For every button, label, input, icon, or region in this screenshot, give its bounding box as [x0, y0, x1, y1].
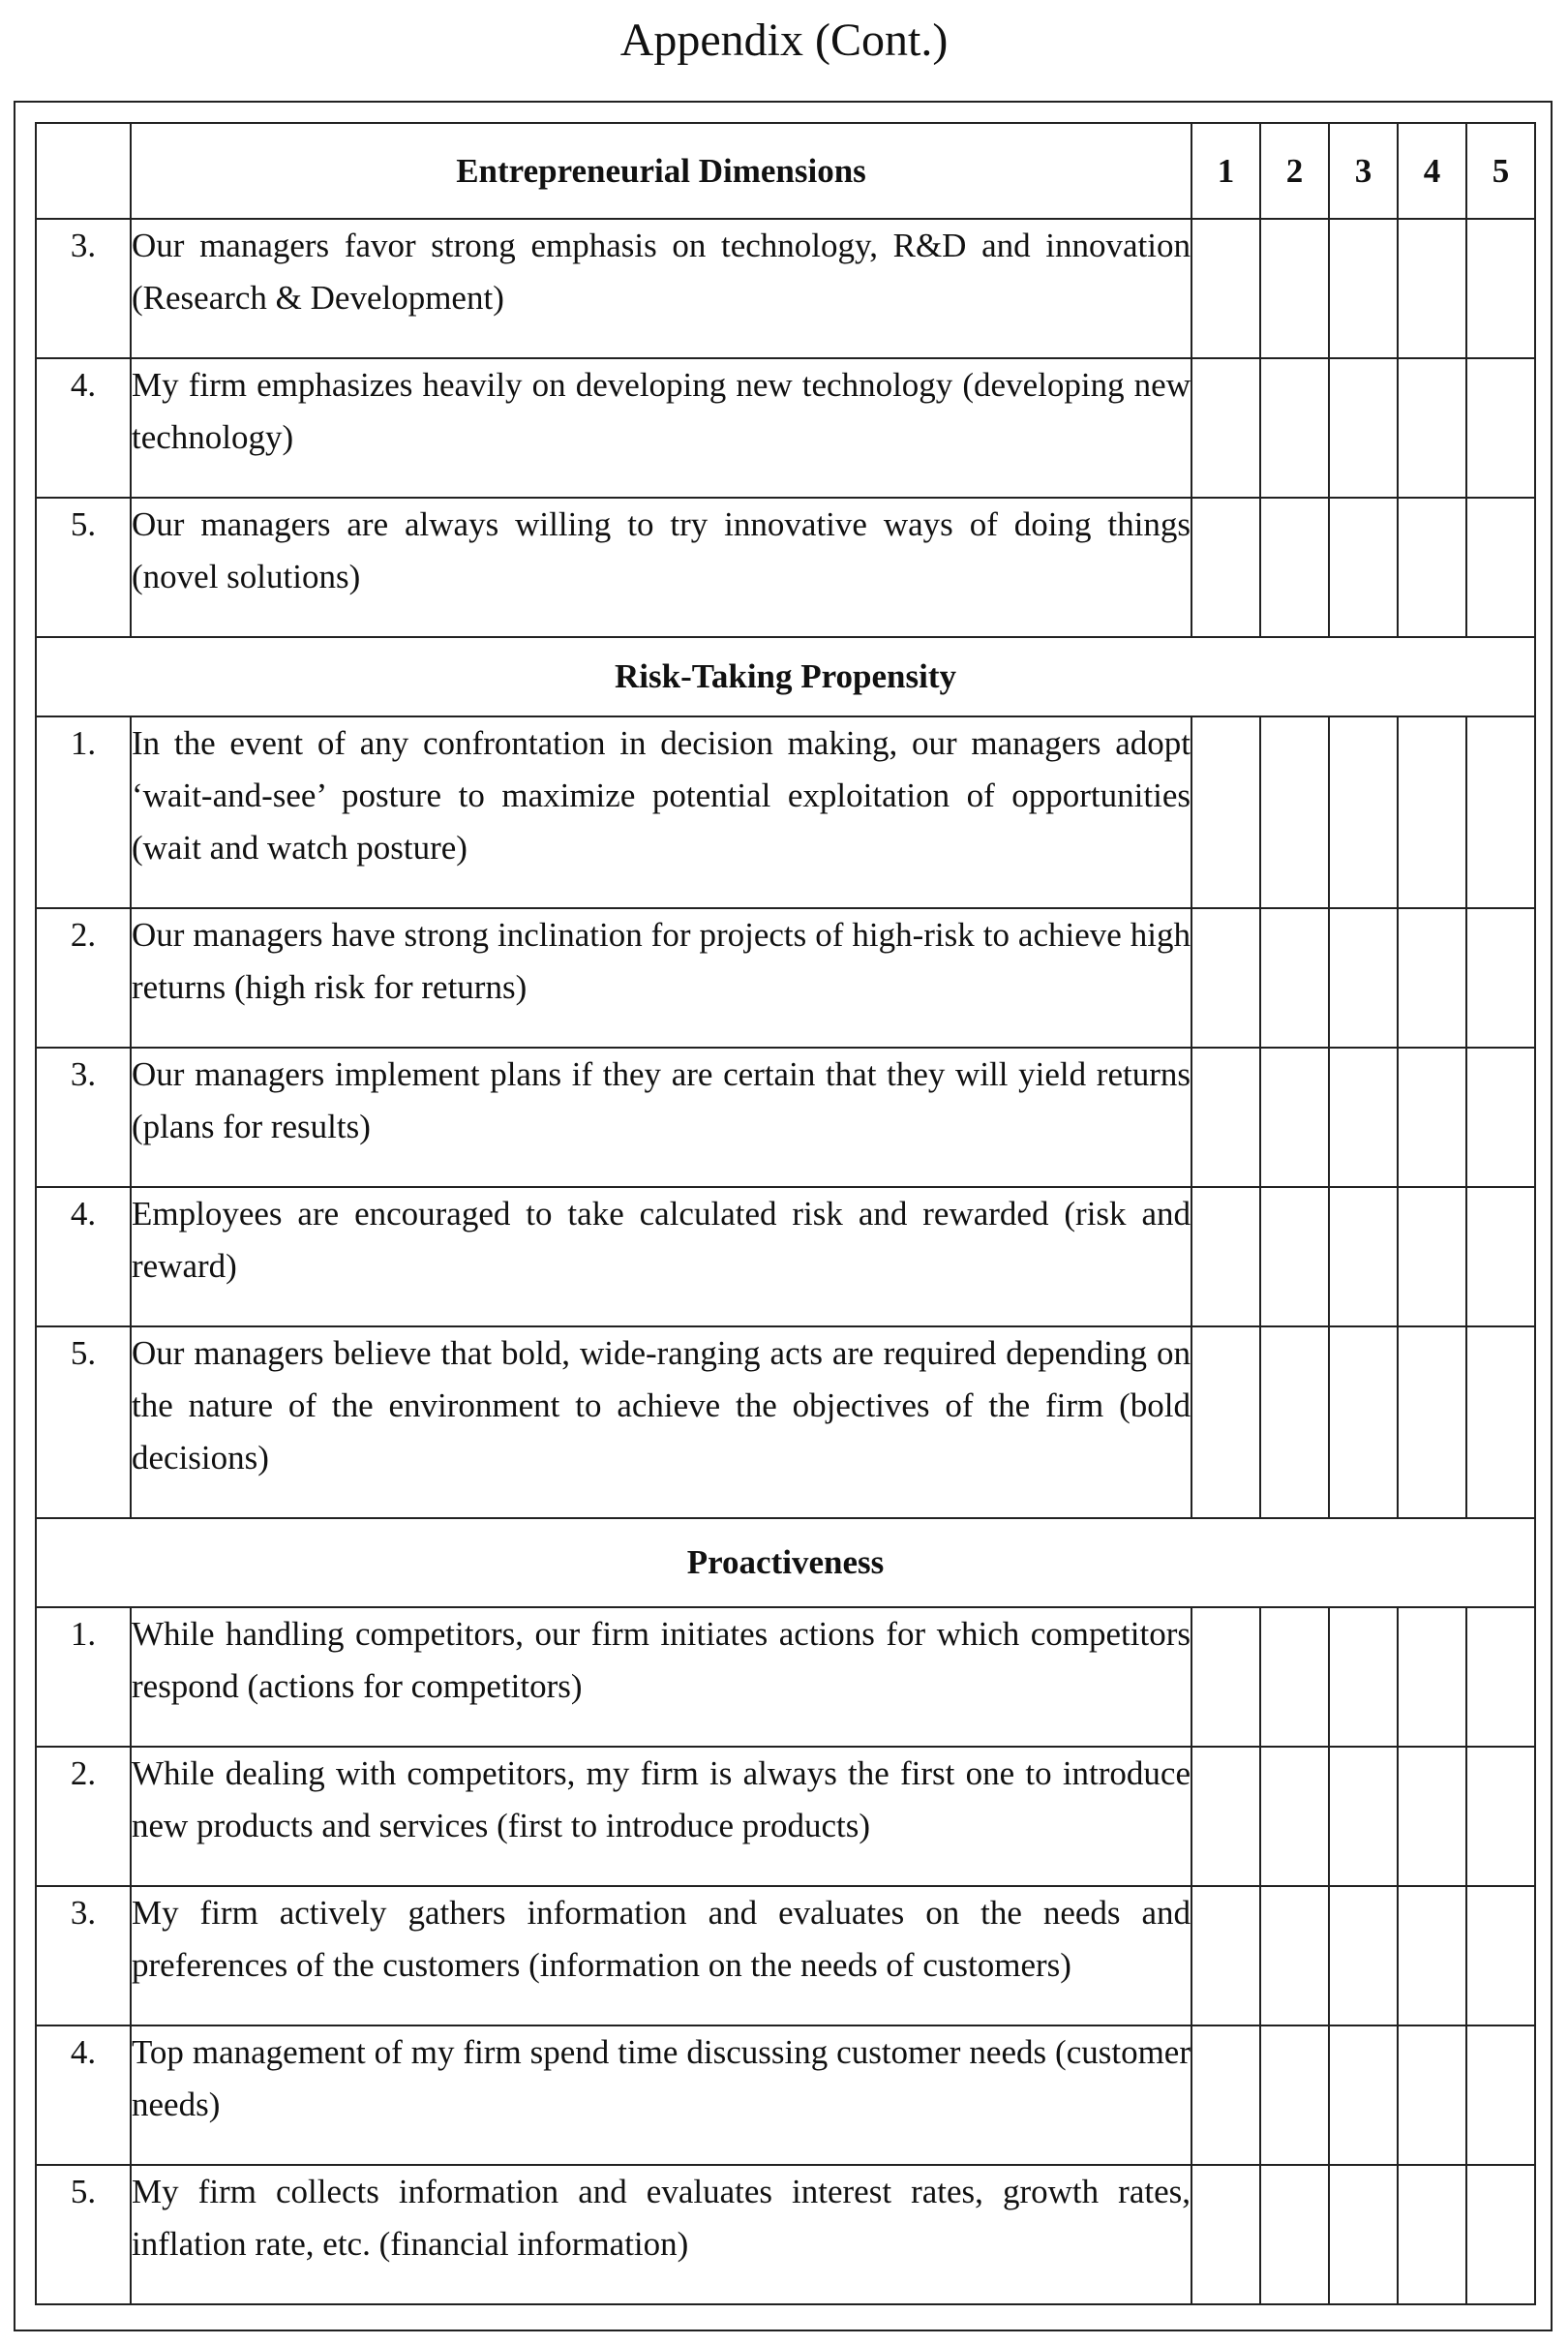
item-number: 3. — [36, 1886, 131, 2025]
rating-cell-5[interactable] — [1466, 716, 1535, 908]
item-number: 4. — [36, 358, 131, 498]
table-row — [36, 1326, 1535, 1518]
rating-cell-1[interactable] — [1191, 498, 1260, 637]
table-header-row — [36, 123, 1535, 219]
section-title-proactiveness: Proactiveness — [36, 1518, 1535, 1607]
rating-cell-5[interactable] — [1466, 1607, 1535, 1747]
rating-cell-4[interactable] — [1398, 2025, 1466, 2165]
section-header-row — [36, 637, 1535, 716]
rating-cell-1[interactable] — [1191, 2025, 1260, 2165]
rating-cell-4[interactable] — [1398, 1048, 1466, 1187]
rating-cell-3[interactable] — [1329, 498, 1398, 637]
rating-cell-2[interactable] — [1260, 2165, 1329, 2304]
survey-table — [35, 122, 1536, 2305]
rating-cell-4[interactable] — [1398, 1886, 1466, 2025]
rating-cell-5[interactable] — [1466, 219, 1535, 358]
table-row — [36, 1886, 1535, 2025]
table-row — [36, 1607, 1535, 1747]
scale-header-1: 1 — [1191, 123, 1260, 219]
rating-cell-2[interactable] — [1260, 2025, 1329, 2165]
rating-cell-1[interactable] — [1191, 908, 1260, 1048]
rating-cell-2[interactable] — [1260, 716, 1329, 908]
rating-cell-3[interactable] — [1329, 1607, 1398, 1747]
item-text: Our managers implement plans if they are certain that they will yield returns (plans for results) — [131, 1048, 1191, 1187]
scale-header-2: 2 — [1260, 123, 1329, 219]
item-text: Our managers favor strong emphasis on technology, R&D and innovation (Research & Development) — [131, 219, 1191, 358]
rating-cell-2[interactable] — [1260, 358, 1329, 498]
item-number: 2. — [36, 908, 131, 1048]
item-text: My firm collects information and evaluates interest rates, growth rates, inflation rate, etc. (financial information) — [131, 2165, 1191, 2304]
rating-cell-5[interactable] — [1466, 908, 1535, 1048]
rating-cell-5[interactable] — [1466, 2025, 1535, 2165]
rating-cell-1[interactable] — [1191, 716, 1260, 908]
rating-cell-4[interactable] — [1398, 908, 1466, 1048]
rating-cell-5[interactable] — [1466, 1048, 1535, 1187]
rating-cell-3[interactable] — [1329, 1326, 1398, 1518]
item-number: 5. — [36, 2165, 131, 2304]
rating-cell-3[interactable] — [1329, 2025, 1398, 2165]
rating-cell-3[interactable] — [1329, 219, 1398, 358]
table-row — [36, 1747, 1535, 1886]
rating-cell-4[interactable] — [1398, 1187, 1466, 1326]
rating-cell-3[interactable] — [1329, 2165, 1398, 2304]
table-row — [36, 1187, 1535, 1326]
rating-cell-5[interactable] — [1466, 1886, 1535, 2025]
item-text: Our managers believe that bold, wide-ranging acts are required depending on the nature of the environment to achieve the objectives of the firm (bold decisions) — [131, 1326, 1191, 1518]
rating-cell-2[interactable] — [1260, 1886, 1329, 2025]
item-text: My firm emphasizes heavily on developing new technology (developing new technology) — [131, 358, 1191, 498]
item-text: While dealing with competitors, my firm is always the first one to introduce new products and services (first to introduce products) — [131, 1747, 1191, 1886]
table-row — [36, 498, 1535, 637]
rating-cell-1[interactable] — [1191, 1747, 1260, 1886]
scale-header-3: 3 — [1329, 123, 1398, 219]
rating-cell-2[interactable] — [1260, 498, 1329, 637]
rating-cell-3[interactable] — [1329, 358, 1398, 498]
rating-cell-2[interactable] — [1260, 1187, 1329, 1326]
rating-cell-3[interactable] — [1329, 1187, 1398, 1326]
rating-cell-2[interactable] — [1260, 1326, 1329, 1518]
item-text: Our managers are always willing to try innovative ways of doing things (novel solutions) — [131, 498, 1191, 637]
rating-cell-2[interactable] — [1260, 1607, 1329, 1747]
table-row — [36, 2165, 1535, 2304]
rating-cell-5[interactable] — [1466, 498, 1535, 637]
table-row — [36, 908, 1535, 1048]
rating-cell-5[interactable] — [1466, 2165, 1535, 2304]
item-number: 4. — [36, 2025, 131, 2165]
rating-cell-2[interactable] — [1260, 1048, 1329, 1187]
rating-cell-3[interactable] — [1329, 716, 1398, 908]
item-text: Top management of my firm spend time discussing customer needs (customer needs) — [131, 2025, 1191, 2165]
rating-cell-4[interactable] — [1398, 219, 1466, 358]
table-row — [36, 716, 1535, 908]
item-number: 3. — [36, 1048, 131, 1187]
item-text: Our managers have strong inclination for projects of high-risk to achieve high returns (high risk for returns) — [131, 908, 1191, 1048]
table-row — [36, 2025, 1535, 2165]
item-number: 1. — [36, 716, 131, 908]
item-number: 2. — [36, 1747, 131, 1886]
item-text: While handling competitors, our firm initiates actions for which competitors respond (actions for competitors) — [131, 1607, 1191, 1747]
rating-cell-4[interactable] — [1398, 1607, 1466, 1747]
item-number: 1. — [36, 1607, 131, 1747]
rating-cell-5[interactable] — [1466, 1747, 1535, 1886]
rating-cell-5[interactable] — [1466, 1187, 1535, 1326]
item-text: Employees are encouraged to take calculated risk and rewarded (risk and reward) — [131, 1187, 1191, 1326]
rating-cell-5[interactable] — [1466, 358, 1535, 498]
scale-header-5: 5 — [1466, 123, 1535, 219]
rating-cell-1[interactable] — [1191, 219, 1260, 358]
section-title-risk: Risk-Taking Propensity — [36, 637, 1535, 716]
rating-cell-4[interactable] — [1398, 1747, 1466, 1886]
rating-cell-2[interactable] — [1260, 908, 1329, 1048]
table-row — [36, 219, 1535, 358]
rating-cell-1[interactable] — [1191, 1187, 1260, 1326]
item-number: 4. — [36, 1187, 131, 1326]
rating-cell-1[interactable] — [1191, 1886, 1260, 2025]
rating-cell-5[interactable] — [1466, 1326, 1535, 1518]
rating-cell-2[interactable] — [1260, 219, 1329, 358]
rating-cell-3[interactable] — [1329, 1048, 1398, 1187]
item-text: In the event of any confrontation in decision making, our managers adopt ‘wait-and-see’ posture to maximize potential exploitation of opportunities (wait and watch posture) — [131, 716, 1191, 908]
page-title: Appendix (Cont.) — [619, 15, 949, 66]
scale-header-4: 4 — [1398, 123, 1466, 219]
rating-cell-4[interactable] — [1398, 358, 1466, 498]
rating-cell-3[interactable] — [1329, 1747, 1398, 1886]
rating-cell-3[interactable] — [1329, 1886, 1398, 2025]
header-number-cell — [36, 123, 131, 219]
table-row — [36, 358, 1535, 498]
rating-cell-3[interactable] — [1329, 908, 1398, 1048]
item-number: 3. — [36, 219, 131, 358]
header-dimension-label: Entrepreneurial Dimensions — [131, 123, 1191, 219]
item-number: 5. — [36, 498, 131, 637]
rating-cell-1[interactable] — [1191, 1048, 1260, 1187]
section-header-row — [36, 1518, 1535, 1607]
rating-cell-1[interactable] — [1191, 358, 1260, 498]
rating-cell-4[interactable] — [1398, 498, 1466, 637]
rating-cell-1[interactable] — [1191, 1607, 1260, 1747]
rating-cell-4[interactable] — [1398, 2165, 1466, 2304]
rating-cell-4[interactable] — [1398, 1326, 1466, 1518]
item-number: 5. — [36, 1326, 131, 1518]
rating-cell-1[interactable] — [1191, 1326, 1260, 1518]
table-row — [36, 1048, 1535, 1187]
rating-cell-4[interactable] — [1398, 716, 1466, 908]
rating-cell-1[interactable] — [1191, 2165, 1260, 2304]
rating-cell-2[interactable] — [1260, 1747, 1329, 1886]
item-text: My firm actively gathers information and evaluates on the needs and preferences of the customers (information on the needs of customers) — [131, 1886, 1191, 2025]
